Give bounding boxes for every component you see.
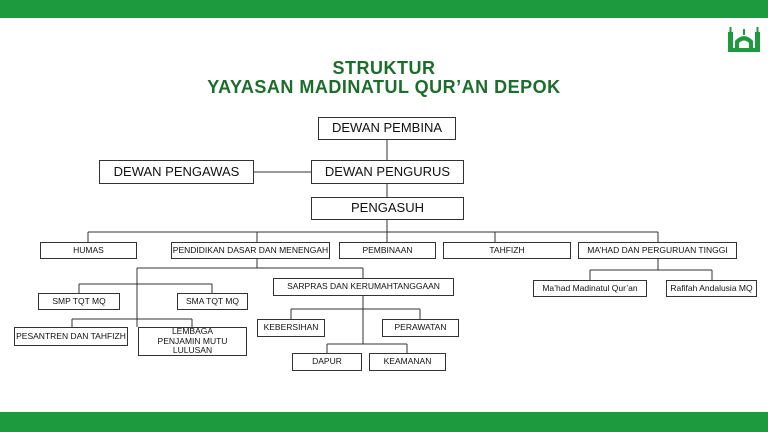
- keamanan-box: KEAMANAN: [369, 353, 446, 371]
- dewan-pengurus-box: DEWAN PENGURUS: [311, 160, 464, 184]
- dapur-box: DAPUR: [292, 353, 362, 371]
- humas-box: HUMAS: [40, 242, 137, 259]
- pendidikan-box: PENDIDIKAN DASAR DAN MENENGAH: [171, 242, 330, 259]
- perawatan-box: PERAWATAN: [382, 319, 459, 337]
- lpmu-box: LEMBAGA PENJAMIN MUTU LULUSAN: [138, 327, 247, 356]
- sma-box: SMA TQT MQ: [177, 293, 248, 310]
- pengasuh-box: PENGASUH: [311, 197, 464, 220]
- tahfizh-box: TAHFIZH: [443, 242, 571, 259]
- kebersihan-box: KEBERSIHAN: [257, 319, 325, 337]
- mahad-box: MA’HAD DAN PERGURUAN TINGGI: [578, 242, 737, 259]
- mahad-mq-box: Ma’had Madinatul Qur’an: [533, 280, 647, 297]
- dewan-pembina-box: DEWAN PEMBINA: [318, 117, 456, 140]
- chart-title-line2: YAYASAN MADINATUL QUR’AN DEPOK: [207, 77, 561, 97]
- pesantren-box: PESANTREN DAN TAHFIZH: [14, 327, 128, 346]
- smp-box: SMP TQT MQ: [38, 293, 120, 310]
- pembinaan-box: PEMBINAAN: [339, 242, 436, 259]
- chart-title-line1: STRUKTUR: [332, 58, 436, 78]
- rafifah-box: Rafifah Andalusia MQ: [666, 280, 757, 297]
- sarpras-box: SARPRAS DAN KERUMAHTANGGAAN: [273, 278, 454, 296]
- dewan-pengawas-box: DEWAN PENGAWAS: [99, 160, 254, 184]
